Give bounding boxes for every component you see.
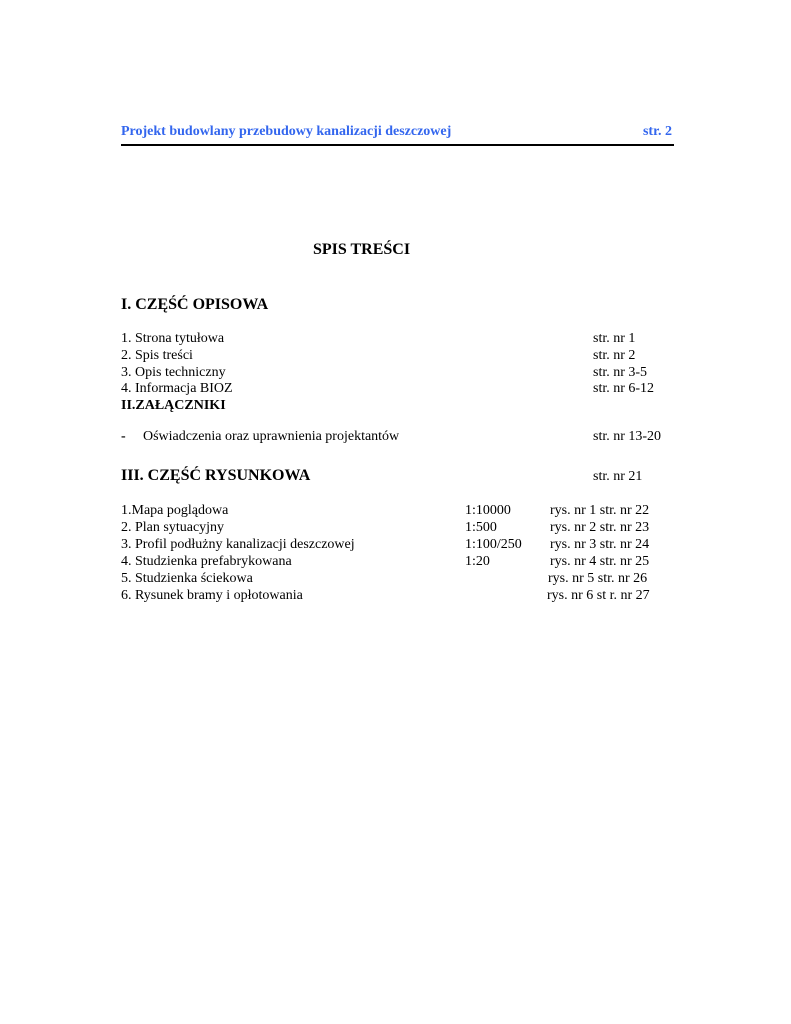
toc-item-page: str. nr 1 bbox=[593, 331, 636, 346]
drawing-item-ref: rys. nr 2 str. nr 23 bbox=[550, 520, 650, 535]
drawing-item-ref: rys. nr 1 str. nr 22 bbox=[550, 503, 650, 518]
section-rysunkowa-heading: III. CZĘŚĆ RYSUNKOWA bbox=[121, 467, 311, 484]
header-title: Projekt budowlany przebudowy kanalizacji deszczowej bbox=[121, 124, 452, 139]
header-page-number: str. 2 bbox=[642, 124, 672, 139]
drawing-item-scale: 1:20 bbox=[465, 554, 490, 569]
drawing-item-ref: rys. nr 5 str. nr 26 bbox=[548, 571, 648, 586]
section-zalaczniki-heading: II.ZAŁĄCZNIKI bbox=[121, 398, 226, 413]
toc-item-page: str. nr 2 bbox=[593, 348, 636, 363]
drawing-item-scale: 1:10000 bbox=[465, 503, 511, 518]
drawing-item-label: 4. Studzienka prefabrykowana bbox=[121, 554, 292, 569]
drawing-item-label: 2. Plan sytuacyjny bbox=[121, 520, 225, 535]
toc-item-page: str. nr 6-12 bbox=[593, 381, 655, 396]
toc-item-page: str. nr 13-20 bbox=[593, 429, 662, 444]
drawing-item-scale: 1:100/250 bbox=[465, 537, 522, 552]
drawing-item-label: 5. Studzienka ściekowa bbox=[121, 571, 253, 586]
list-dash: - bbox=[121, 429, 126, 444]
section-opisowa-heading: I. CZĘŚĆ OPISOWA bbox=[121, 296, 269, 313]
toc-item-label: 2. Spis treści bbox=[121, 348, 193, 363]
page-header bbox=[121, 124, 674, 146]
drawing-item-label: 1.Mapa poglądowa bbox=[121, 503, 229, 518]
toc-item-label: 4. Informacja BIOZ bbox=[121, 381, 233, 396]
drawing-item-label: 3. Profil podłużny kanalizacji deszczowej bbox=[121, 537, 355, 552]
document-title: SPIS TREŚCI bbox=[313, 241, 411, 258]
toc-item-label: 1. Strona tytułowa bbox=[121, 331, 225, 346]
drawing-item-label: 6. Rysunek bramy i opłotowania bbox=[121, 588, 303, 603]
toc-item-page: str. nr 3-5 bbox=[593, 365, 648, 380]
drawing-item-scale: 1:500 bbox=[465, 520, 497, 535]
toc-item-label: 3. Opis techniczny bbox=[121, 365, 226, 380]
drawing-item-ref: rys. nr 6 st r. nr 27 bbox=[547, 588, 650, 603]
drawing-item-ref: rys. nr 3 str. nr 24 bbox=[550, 537, 650, 552]
drawing-item-ref: rys. nr 4 str. nr 25 bbox=[550, 554, 650, 569]
toc-item-label: Oświadczenia oraz uprawnienia projektantów bbox=[143, 429, 400, 444]
section-rysunkowa-page: str. nr 21 bbox=[593, 469, 643, 484]
